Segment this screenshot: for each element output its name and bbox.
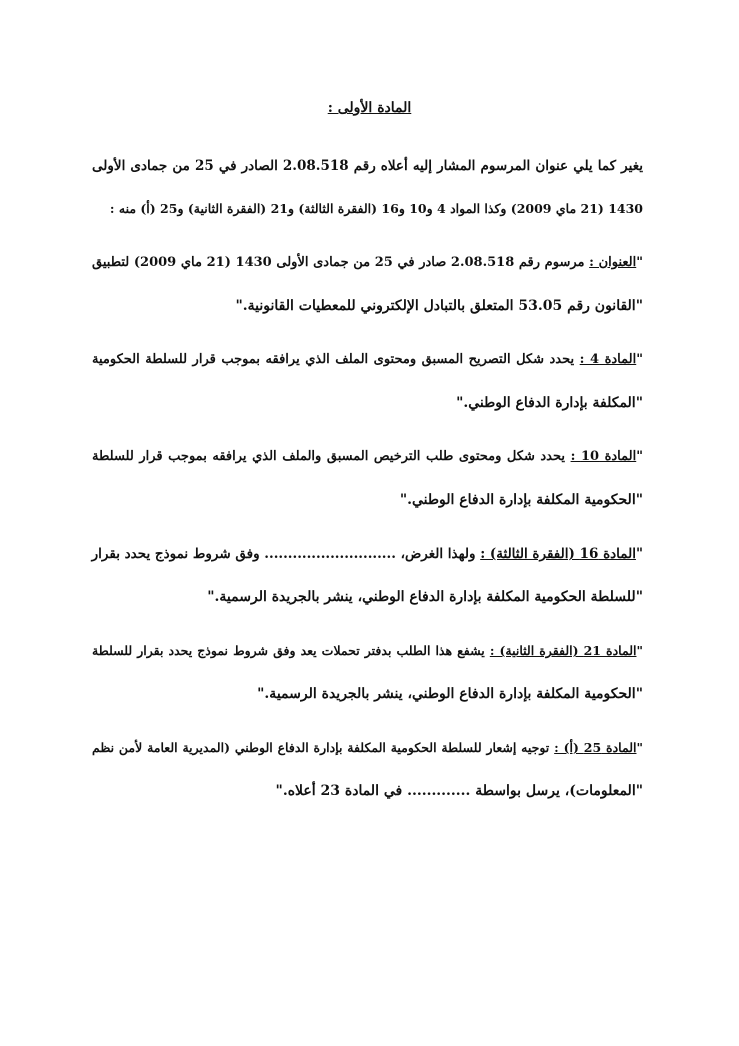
article-one-heading: المادة الأولى :	[327, 100, 412, 116]
title-clause-label: العنوان :	[589, 255, 637, 270]
article-16-line-2: "للسلطة الحكومية المكلفة بإدارة الدفاع الوطني، ينشر بالجريدة الرسمية."	[207, 589, 643, 605]
article-10-label: المادة 10 :	[570, 449, 637, 464]
article-21-line-1: "المادة 21 (الفقرة الثانية) : يشفع هذا الطلب بدفتر تحملات يعد وفق شروط نموذج يحدد بقرار للسلطة	[92, 643, 643, 658]
article-16-line-1: "المادة 16 (الفقرة الثالثة) : ولهذا الغرض، ............................ وفق شروط نموذج يحدد بقرار	[91, 546, 643, 562]
article-25-label: المادة 25 (أ) :	[554, 740, 637, 755]
article-16-label: المادة 16 (الفقرة الثالثة) :	[480, 546, 636, 562]
article-21-line-2: "الحكومية المكلفة بإدارة الدفاع الوطني، ينشر بالجريدة الرسمية."	[257, 686, 643, 702]
article-4-line-2: "المكلفة بإدارة الدفاع الوطني."	[456, 395, 643, 411]
article-4-label: المادة 4 :	[579, 352, 637, 367]
article-4-line-1: "المادة 4 : يحدد شكل التصريح المسبق ومحتوى الملف الذي يرافقه بموجب قرار للسلطة الحكومية	[92, 352, 643, 367]
article-10-line-1: "المادة 10 : يحدد شكل ومحتوى طلب الترخيص المسبق والملف الذي يرافقه بموجب قرار للسلطة	[92, 449, 644, 464]
intro-line-2: 1430 (21 ماي 2009) وكذا المواد 4 و10 و16 (الفقرة الثالثة) و21 (الفقرة الثانية) و25 (أ) منه :	[109, 201, 643, 216]
article-25-line-2: "المعلومات)، يرسل بواسطة ............. في المادة 23 أعلاه."	[275, 783, 643, 799]
article-10-line-2: "الحكومية المكلفة بإدارة الدفاع الوطني."	[399, 492, 643, 508]
article-25-line-1: "المادة 25 (أ) : توجيه إشعار للسلطة الحكومية المكلفة بإدارة الدفاع الوطني (المديرية العامة لأمن نظم	[92, 740, 643, 755]
article-21-label: المادة 21 (الفقرة الثانية) :	[489, 643, 637, 658]
title-clause-line-2: "القانون رقم 53.05 المتعلق بالتبادل الإلكتروني للمعطيات القانونية."	[235, 298, 643, 314]
title-clause-line-1: "العنوان : مرسوم رقم 2.08.518 صادر في 25 من جمادى الأولى 1430 (21 ماي 2009) لتطبيق	[92, 255, 644, 270]
intro-line-1: يغير كما يلي عنوان المرسوم المشار إليه أعلاه رقم 2.08.518 الصادر في 25 من جمادى الأولى	[92, 158, 643, 174]
